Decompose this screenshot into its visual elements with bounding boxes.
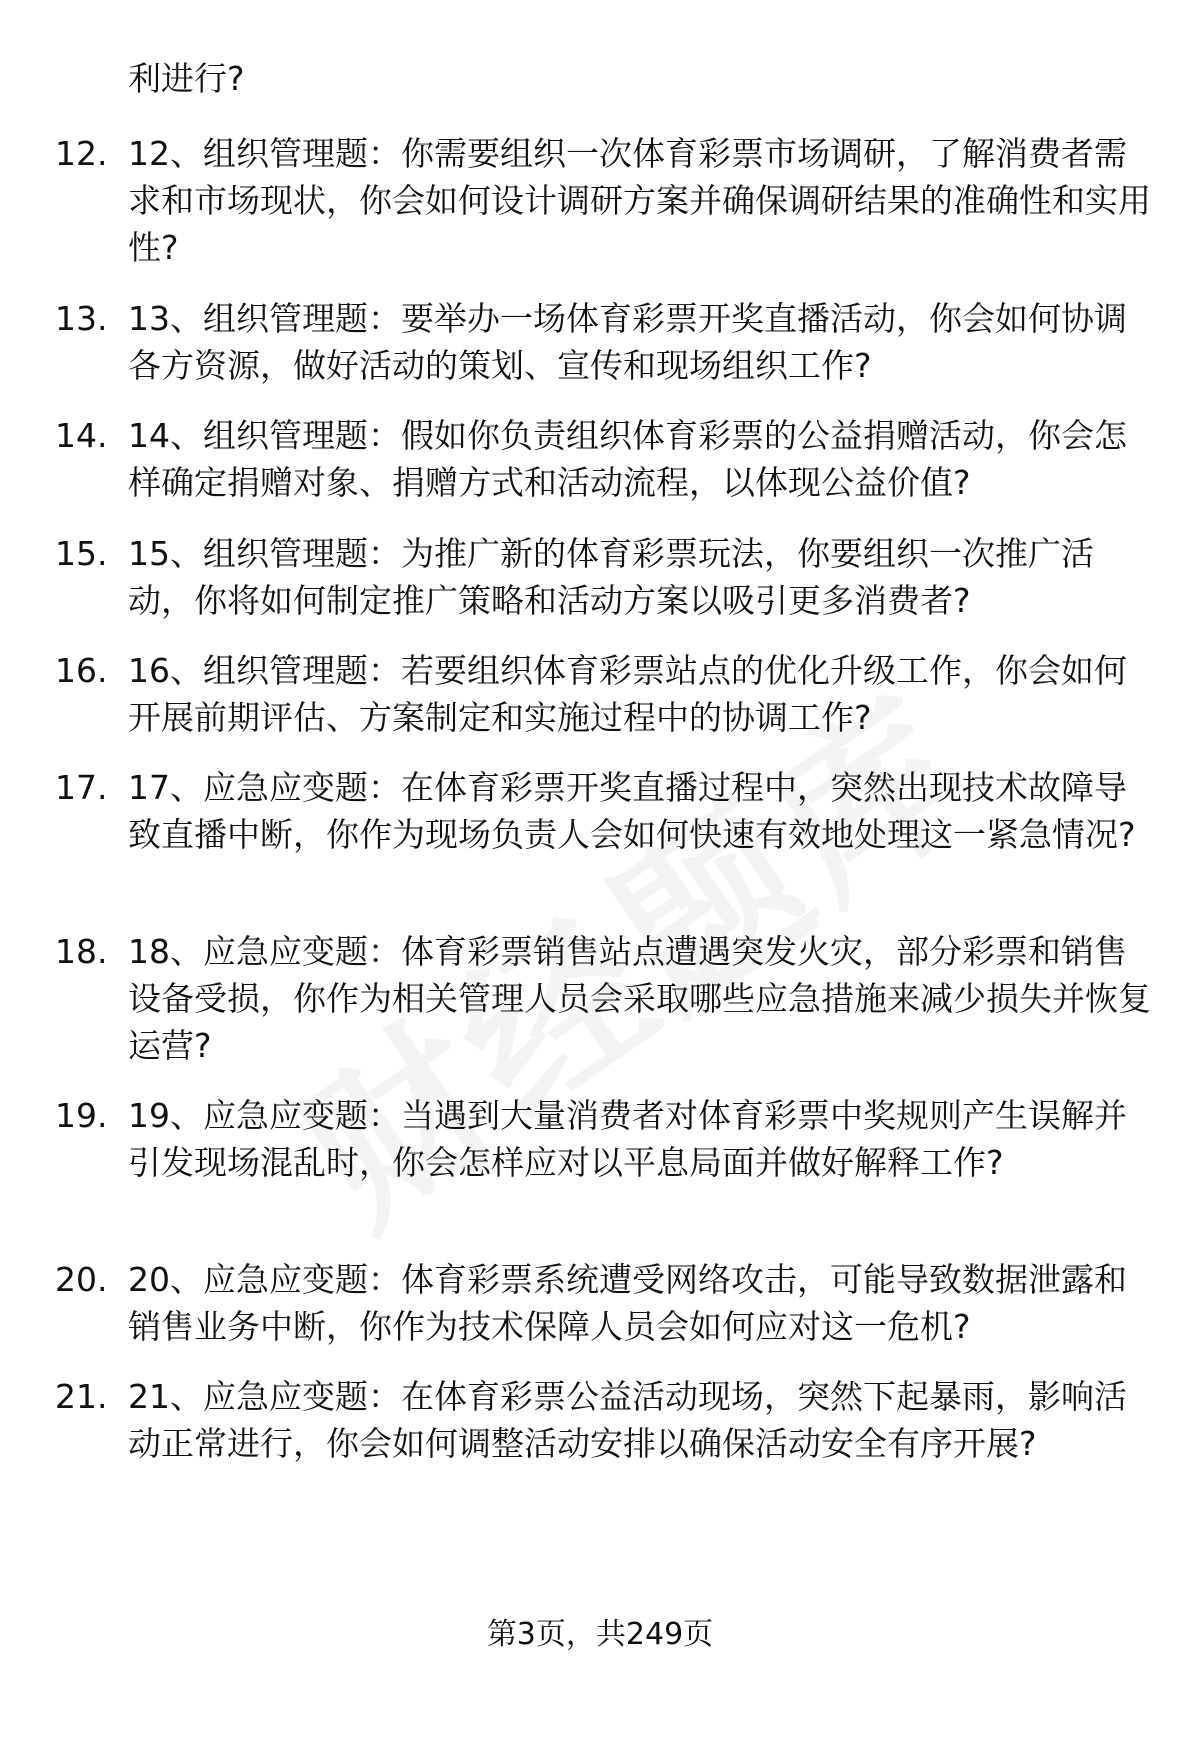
item-text: 12、组织管理题：你需要组织一次体育彩票市场调研，了解消费者需求和市场现状，你会如何设计调研方案并确保调研结果的准确性和实用性? [128, 134, 1151, 267]
item-number: 16. [55, 651, 108, 690]
item-number: 21. [55, 1377, 108, 1416]
item-text: 16、组织管理题：若要组织体育彩票站点的优化升级工作，你会如何开展前期评估、方案制定和实施过程中的协调工作? [128, 651, 1127, 737]
item-text: 14、组织管理题：假如你负责组织体育彩票的公益捐赠活动，你会怎样确定捐赠对象、捐赠方式和活动流程，以体现公益价值? [128, 416, 1127, 502]
item-text: 21、应急应变题：在体育彩票公益活动现场，突然下起暴雨，影响活动正常进行，你会如何调整活动安排以确保活动安全有序开展? [128, 1377, 1127, 1463]
item-text: 17、应急应变题：在体育彩票开奖直播过程中，突然出现技术故障导致直播中断，你作为现场负责人会如何快速有效地处理这一紧急情况? [128, 768, 1136, 854]
item-text: 20、应急应变题：体育彩票系统遭受网络攻击，可能导致数据泄露和销售业务中断，你作为技术保障人员会如何应对这一危机? [128, 1260, 1127, 1346]
item-number: 19. [55, 1096, 108, 1135]
item-number: 14. [55, 416, 108, 455]
item-number: 13. [55, 299, 108, 338]
item-number: 15. [55, 534, 108, 573]
item-text: 15、组织管理题：为推广新的体育彩票玩法，你要组织一次推广活动，你将如何制定推广策略和活动方案以吸引更多消费者? [128, 534, 1094, 620]
item-text: 18、应急应变题：体育彩票销售站点遭遇突发火灾，部分彩票和销售设备受损，你作为相关管理人员会采取哪些应急措施来减少损失并恢复运营? [128, 932, 1151, 1065]
page-footer: 第3页，共249页 [486, 1617, 714, 1652]
item-number: 18. [55, 932, 108, 971]
item-number: 20. [55, 1260, 108, 1299]
continued-text: 利进行? [128, 59, 245, 98]
item-number: 17. [55, 768, 108, 807]
item-number: 12. [55, 134, 108, 173]
item-text: 19、应急应变题：当遇到大量消费者对体育彩票中奖规则产生误解并引发现场混乱时，你会怎样应对以平息局面并做好解释工作? [128, 1096, 1127, 1182]
item-text: 13、组织管理题：要举办一场体育彩票开奖直播活动，你会如何协调各方资源，做好活动的策划、宣传和现场组织工作? [128, 299, 1127, 385]
